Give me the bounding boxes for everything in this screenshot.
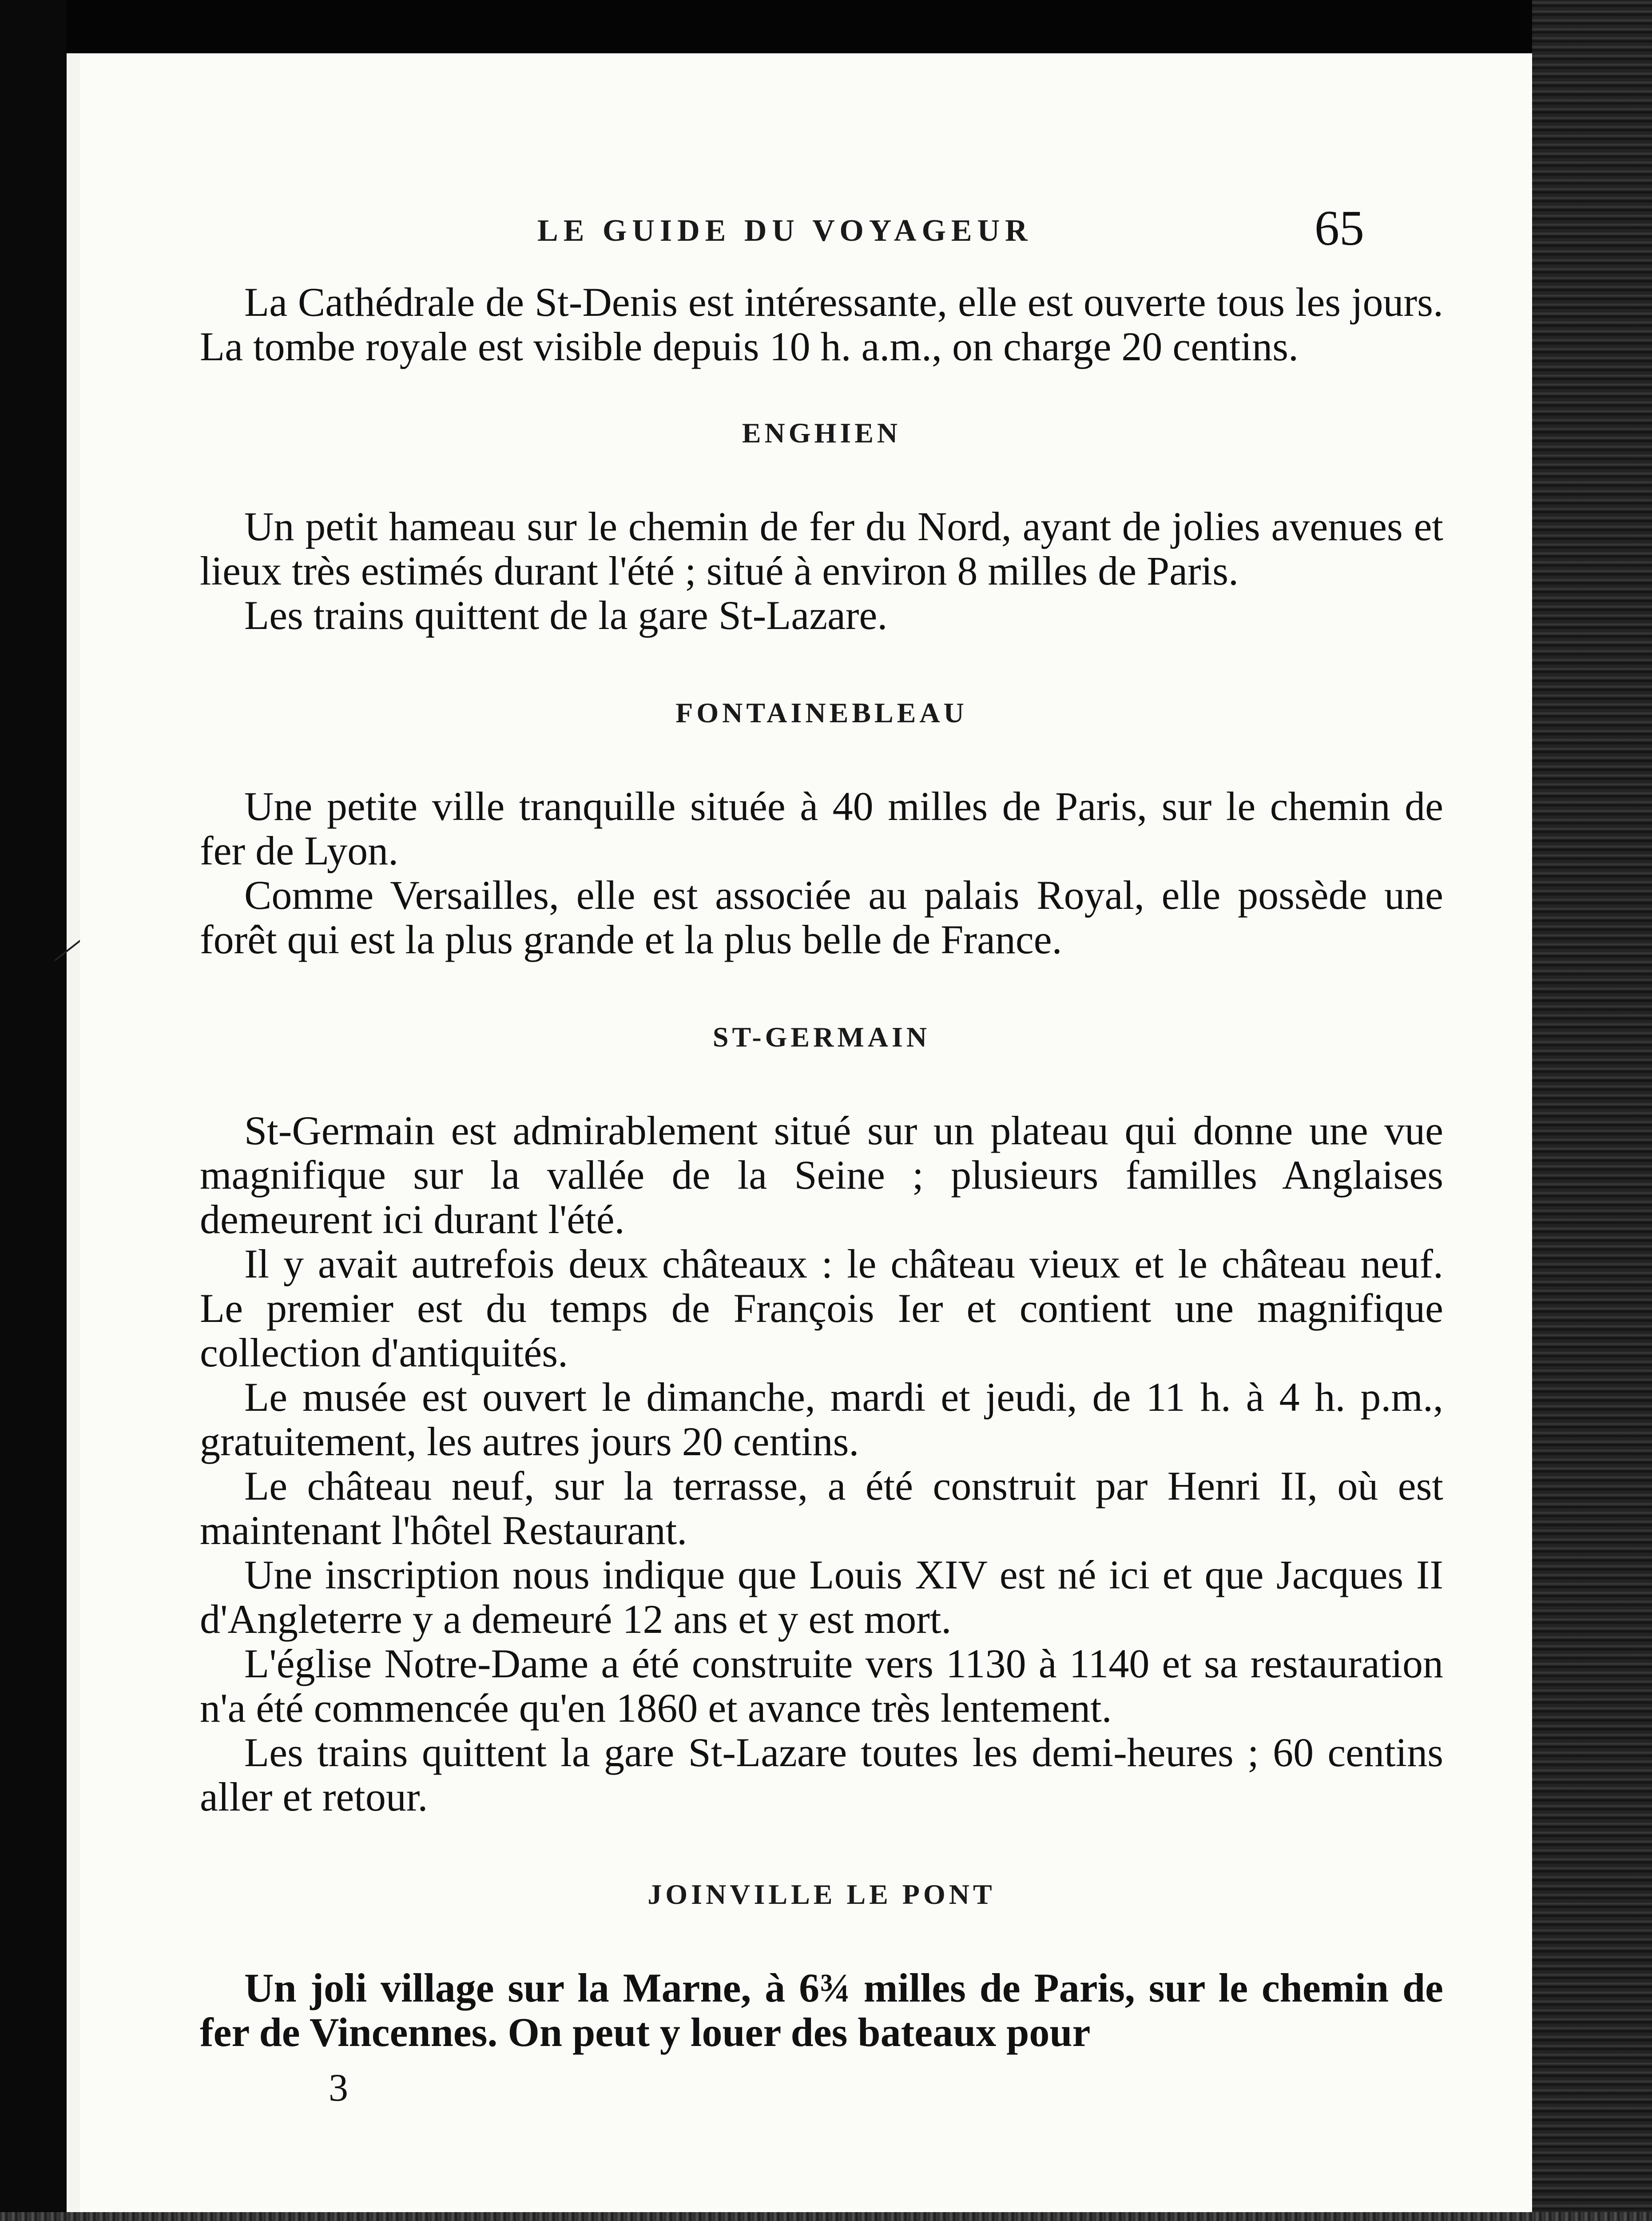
heading-joinville: JOINVILLE LE PONT [647, 1879, 996, 1910]
st-germain-paragraph-7: Les trains quittent la gare St-Lazare toutes les demi-heures ; 60 centins aller et retour. [200, 1730, 1443, 1819]
scan-border-bottom [0, 2212, 1652, 2221]
heading-enghien: ENGHIEN [742, 417, 901, 449]
page-content [200, 280, 1443, 2054]
page-left-margin [67, 53, 80, 2221]
page-header [80, 200, 1532, 271]
heading-fontainebleau: FONTAINEBLEAU [675, 697, 968, 728]
fontainebleau-paragraph-2: Comme Versailles, elle est associée au palais Royal, elle possède une forêt qui est la plus grande et la plus belle de France. [200, 872, 1443, 962]
enghien-paragraph-1: Un petit hameau sur le chemin de fer du Nord, ayant de jolies avenues et lieux très estimés durant l'été ; situé à environ 8 milles de Paris. [200, 504, 1443, 593]
joinville-paragraph-1: Un joli village sur la Marne, à 6¾ milles de Paris, sur le chemin de fer de Vincennes. On peut y louer des bateaux pour [200, 1965, 1443, 2055]
st-germain-paragraph-1: St-Germain est admirablement situé sur un plateau qui donne une vue magnifique sur la vallée de la Seine ; plusieurs familles Anglaises demeurent ici durant l'été. [200, 1108, 1443, 1242]
running-title: LE GUIDE DU VOYAGEUR [537, 214, 1033, 248]
scan-border-top [0, 0, 1652, 53]
st-germain-paragraph-6: L'église Notre-Dame a été construite vers 1130 à 1140 et sa restauration n'a été commencée qu'en 1860 et avance très lentement. [200, 1641, 1443, 1731]
heading-st-germain: ST-GERMAIN [712, 1021, 931, 1053]
st-germain-paragraph-4: Le château neuf, sur la terrasse, a été construit par Henri II, où est maintenant l'hôtel Restaurant. [200, 1463, 1443, 1553]
book-page [80, 53, 1532, 2212]
st-germain-paragraph-3: Le musée est ouvert le dimanche, mardi et jeudi, de 11 h. à 4 h. p.m., gratuitement, les autres jours 20 centins. [200, 1374, 1443, 1464]
intro-paragraph: La Cathédrale de St-Denis est intéressante, elle est ouverte tous les jours. La tombe royale est visible depuis 10 h. a.m., on charge 20 centins. [200, 279, 1443, 369]
st-germain-paragraph-5: Une inscription nous indique que Louis XIV est né ici et que Jacques II d'Angleterre y a demeuré 12 ans et y est mort. [200, 1552, 1443, 1642]
st-germain-paragraph-2: Il y avait autrefois deux châteaux : le château vieux et le château neuf. Le premier est du temps de François Ier et contient une magnifique collection d'antiquités. [200, 1241, 1443, 1375]
scan-border-right [1532, 0, 1652, 2221]
signature-mark: 3 [329, 2066, 348, 2110]
enghien-paragraph-2: Les trains quittent de la gare St-Lazare. [244, 593, 888, 638]
fontainebleau-paragraph-1: Une petite ville tranquille située à 40 milles de Paris, sur le chemin de fer de Lyon. [200, 784, 1443, 873]
page-number: 65 [1314, 201, 1364, 256]
scan-border-left [0, 0, 67, 2221]
